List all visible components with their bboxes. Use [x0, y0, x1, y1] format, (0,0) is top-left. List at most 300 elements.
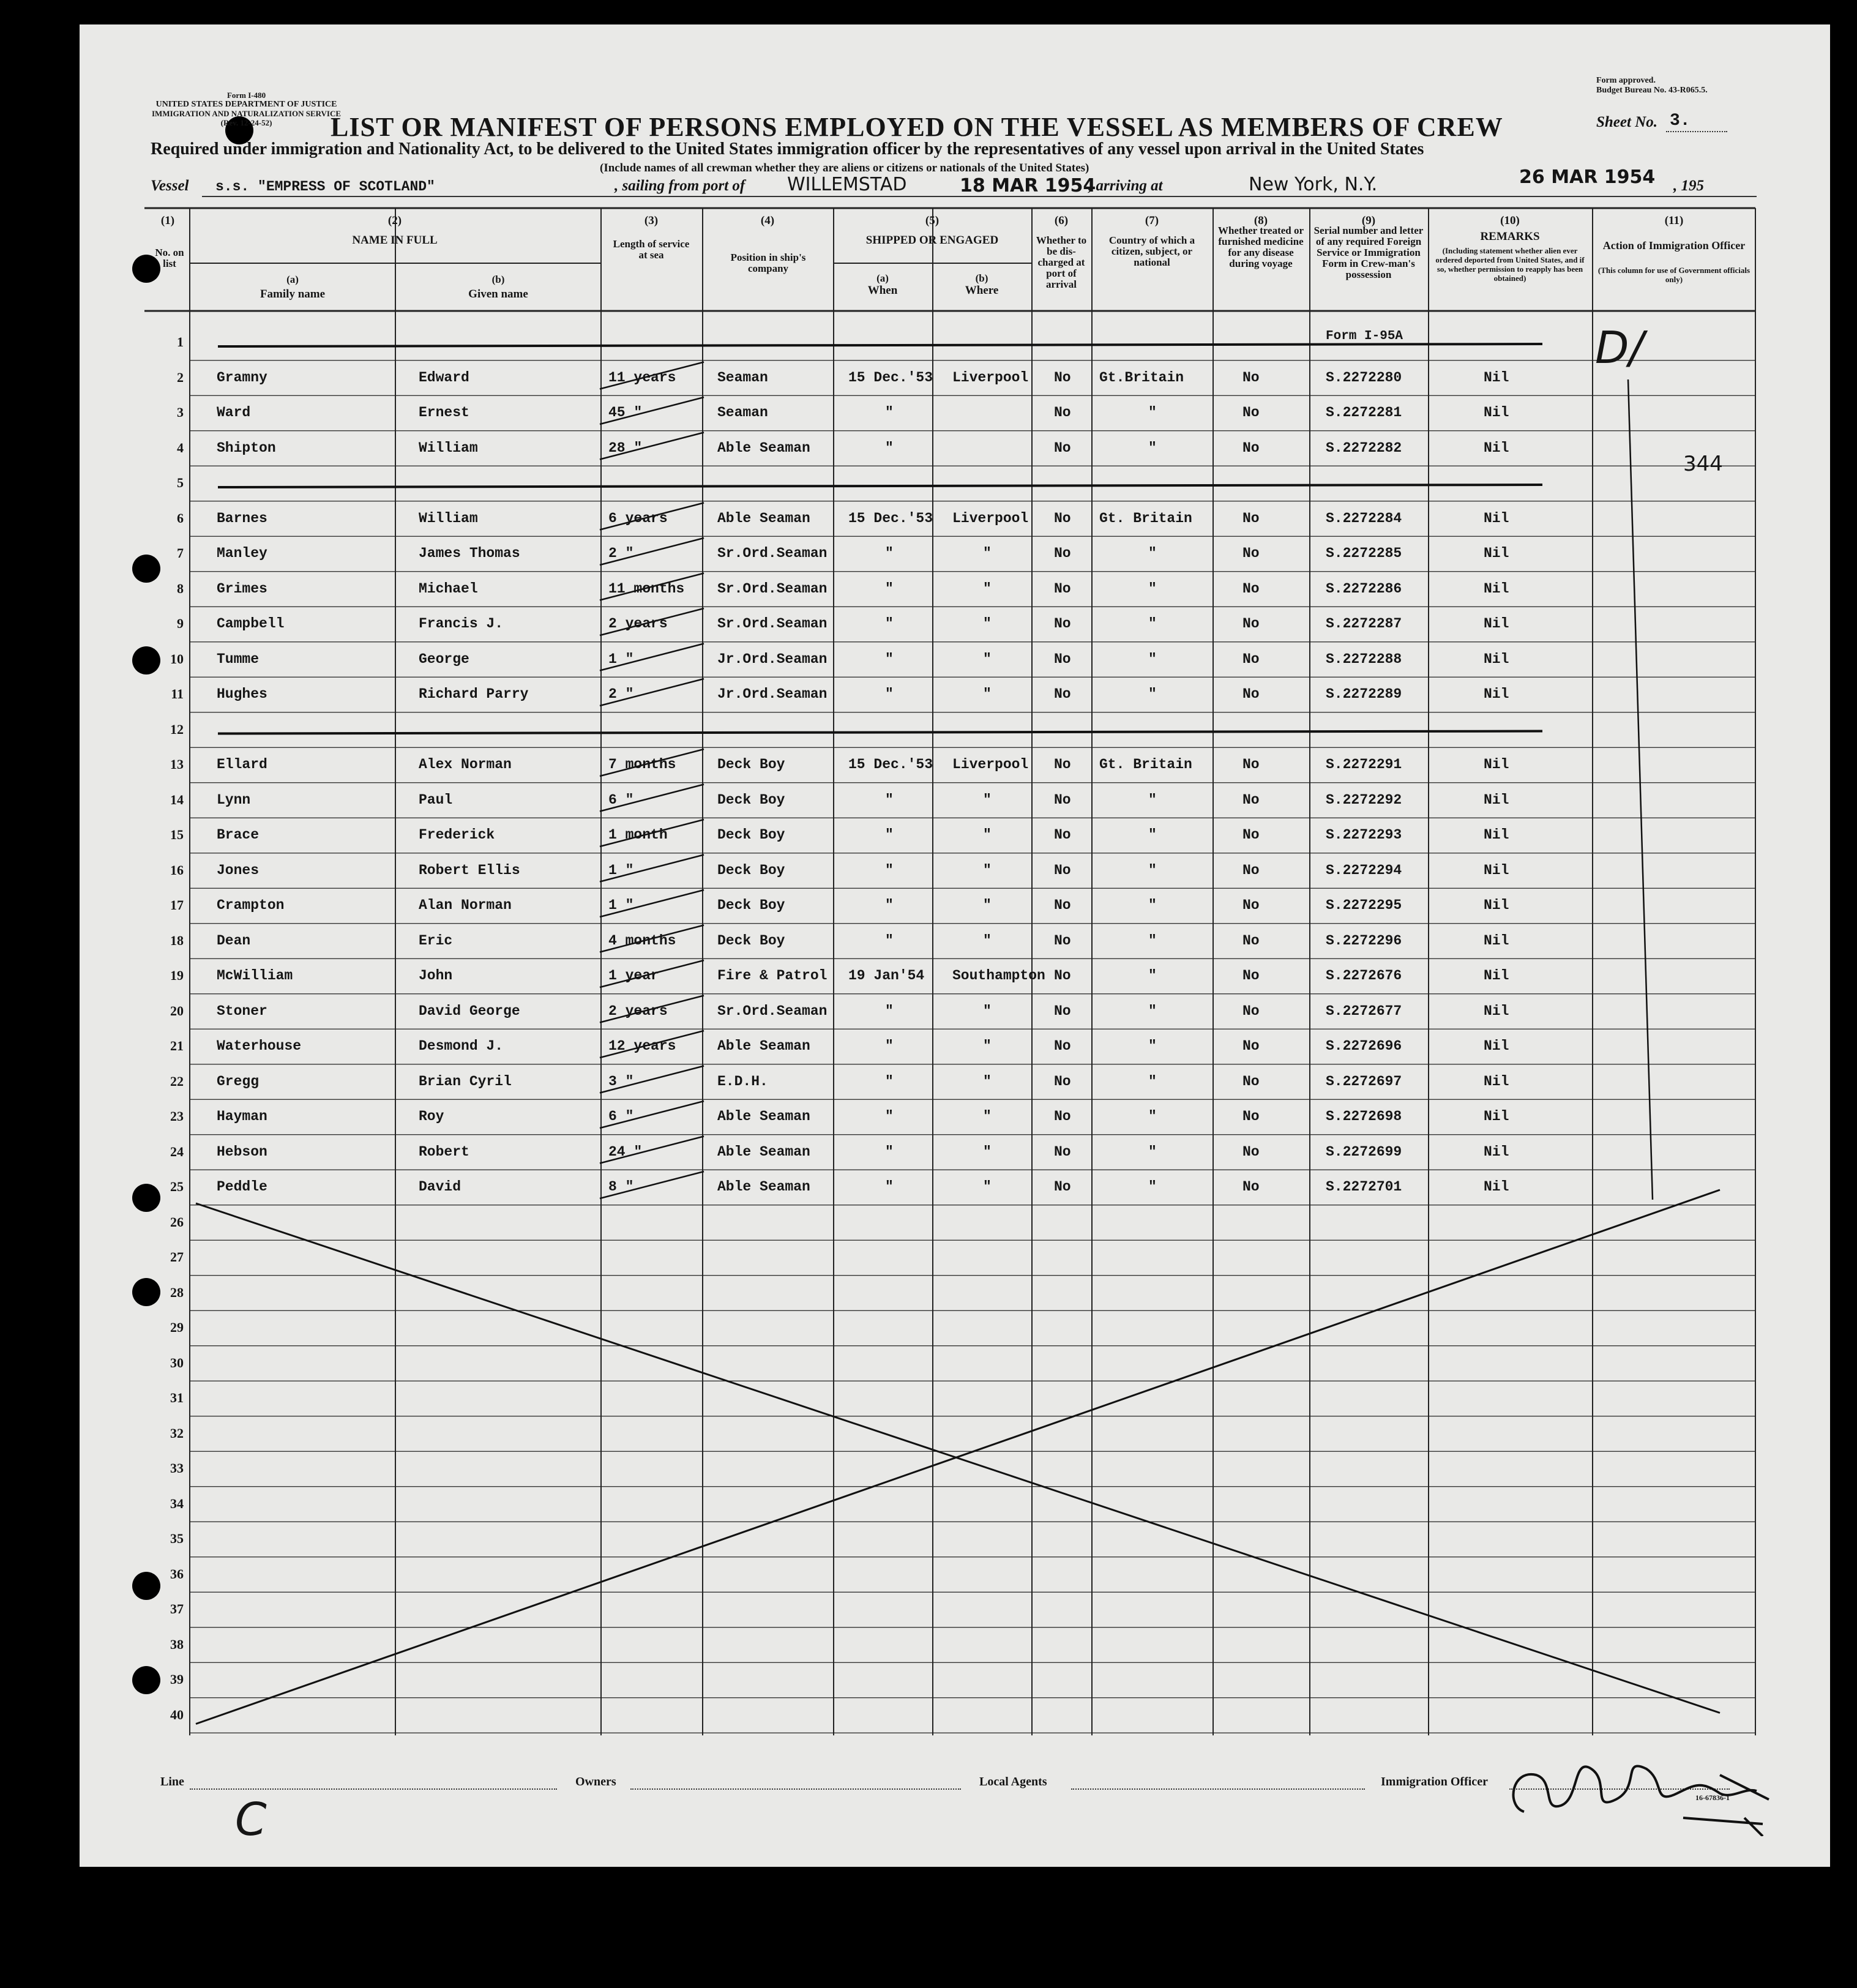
crew-discharged: No [1054, 932, 1071, 949]
sailing-label: , sailing from port of [615, 177, 745, 194]
row-number: 25 [170, 1179, 184, 1194]
crew-when: 19 Jan'54 [848, 968, 925, 984]
crew-serial: S.2272699 [1326, 1143, 1402, 1160]
crew-family: Ellard [217, 757, 267, 772]
crew-service: 6 " [608, 1108, 634, 1124]
crew-serial: S.2272288 [1326, 651, 1402, 667]
row-number: 23 [170, 1108, 184, 1124]
crew-family: Gramny [217, 369, 267, 386]
row-number: 10 [170, 651, 184, 667]
crew-position: Able Seaman [717, 1038, 810, 1054]
crew-medicine: No [1242, 686, 1260, 702]
crew-medicine: No [1242, 651, 1260, 667]
crew-family: Lynn [217, 791, 251, 808]
crew-country: Gt.Britain [1099, 369, 1184, 386]
crew-discharged: No [1054, 651, 1071, 667]
crew-country: " [1148, 1073, 1157, 1089]
crew-serial: S.2272292 [1326, 791, 1402, 808]
crew-when: 15 Dec.'53 [848, 757, 933, 772]
col5a-number: (a) [876, 272, 889, 284]
crew-serial: S.2272289 [1326, 686, 1402, 702]
crew-service: 24 " [608, 1143, 643, 1160]
crew-position: Deck Boy [717, 791, 785, 808]
crew-medicine: No [1242, 1143, 1260, 1160]
col2a-number: (a) [286, 274, 299, 285]
row-number: 6 [177, 510, 184, 526]
crew-family: Grimes [217, 580, 267, 597]
crew-medicine: No [1242, 545, 1260, 561]
col2-number: (2) [387, 214, 402, 227]
crew-where: " [983, 545, 992, 561]
crew-remarks: Nil [1484, 897, 1509, 913]
row-strike-line [218, 344, 1542, 346]
row-number: 15 [170, 827, 184, 842]
row-number: 3 [177, 405, 184, 420]
crew-service: 1 year [608, 968, 659, 984]
crew-given: Francis J. [419, 616, 504, 632]
crew-family: Hebson [217, 1143, 267, 1160]
col11-sublabel: (This column for use of Government officials only) [1597, 266, 1751, 284]
crew-serial: S.2272284 [1326, 510, 1402, 526]
crew-position: Able Seaman [717, 1143, 810, 1160]
line-signature-line [190, 1788, 557, 1790]
legal-requirement: Required under immigration and Nationality Act, to be delivered to the United States immigration officer by the representatives of any vessel upon arrival in the United States [151, 140, 1424, 159]
crew-position: Sr.Ord.Seaman [717, 580, 828, 597]
col9-number: (9) [1361, 214, 1376, 227]
col2-label: NAME IN FULL [352, 234, 438, 247]
crew-serial: S.2272295 [1326, 897, 1402, 913]
crew-remarks: Nil [1484, 651, 1509, 667]
col6-number: (6) [1054, 214, 1069, 227]
row-number: 13 [170, 757, 184, 772]
crew-where: " [983, 1179, 992, 1195]
crew-remarks: Nil [1484, 1073, 1509, 1089]
col2b-number: (b) [491, 274, 505, 285]
agents-signature-line [1071, 1788, 1365, 1790]
arrival-date-stamp: 26 MAR 1954 [1519, 166, 1656, 188]
row-number: 34 [170, 1495, 184, 1511]
crew-serial: S.2272698 [1326, 1108, 1402, 1124]
crew-position: Deck Boy [717, 897, 785, 913]
crew-discharged: No [1054, 545, 1071, 561]
crew-service: 6 " [608, 791, 634, 808]
crew-medicine: No [1242, 1038, 1260, 1054]
crew-country: Gt. Britain [1099, 510, 1192, 526]
crew-serial: S.2272291 [1326, 757, 1402, 772]
crew-remarks: Nil [1484, 510, 1509, 526]
crew-where: Liverpool [952, 510, 1029, 526]
col10-label: REMARKS [1480, 230, 1540, 243]
crew-position: Deck Boy [717, 862, 785, 878]
crew-service: 6 years [608, 510, 668, 526]
crew-given: Frederick [419, 827, 495, 843]
crew-family: Hughes [217, 686, 267, 702]
crew-remarks: Nil [1484, 757, 1509, 772]
col3-label: Length of service at sea [613, 238, 690, 261]
crew-when: " [885, 439, 894, 456]
crew-family: Ward [217, 405, 251, 420]
crew-medicine: No [1242, 510, 1260, 526]
crew-remarks: Nil [1484, 862, 1509, 878]
crew-given: Robert [419, 1143, 469, 1160]
col4-label: Position in ship's company [730, 252, 806, 274]
arrival-port: New York, N.Y. [1249, 174, 1378, 195]
crew-service: 1 " [608, 897, 634, 913]
owners-label: Owners [575, 1775, 616, 1788]
crew-remarks: Nil [1484, 686, 1509, 702]
row-number: 12 [170, 721, 184, 737]
arriving-label: , arriving at [1088, 177, 1163, 194]
col5a-label: When [867, 284, 898, 297]
crew-service: 8 " [608, 1179, 634, 1195]
row-number: 5 [177, 475, 184, 490]
row-number: 16 [170, 862, 184, 878]
crew-medicine: No [1242, 439, 1260, 456]
crew-remarks: Nil [1484, 580, 1509, 597]
crew-discharged: No [1054, 827, 1071, 843]
col2a-label: Family name [260, 288, 326, 301]
crew-service: 4 months [608, 932, 676, 949]
row-number: 31 [170, 1390, 184, 1405]
agents-label: Local Agents [979, 1775, 1047, 1788]
crew-discharged: No [1054, 439, 1071, 456]
row-strike-line [218, 485, 1542, 487]
crew-medicine: No [1242, 580, 1260, 597]
crew-serial: S.2272282 [1326, 439, 1402, 456]
service-name: IMMIGRATION AND NATURALIZATION SERVICE [152, 109, 342, 118]
crew-country: " [1148, 1003, 1157, 1019]
crew-country: " [1148, 580, 1157, 597]
crew-family: Barnes [217, 510, 267, 526]
crew-country: " [1148, 651, 1157, 667]
sheet-label: Sheet No. [1596, 114, 1657, 130]
crew-serial: S.2272285 [1326, 545, 1402, 561]
crew-family: Stoner [217, 1003, 267, 1019]
crew-when: " [885, 405, 894, 420]
crew-where: " [983, 827, 992, 843]
departure-port: WILLEMSTAD [787, 174, 907, 195]
crew-discharged: No [1054, 510, 1071, 526]
row-number: 11 [171, 686, 184, 701]
crew-discharged: No [1054, 1179, 1071, 1195]
row-number: 36 [170, 1566, 184, 1582]
crew-serial: S.2272281 [1326, 405, 1402, 420]
crew-remarks: Nil [1484, 1179, 1509, 1195]
action-bracket-line [1628, 379, 1653, 1200]
crew-remarks: Nil [1484, 545, 1509, 561]
row-number: 14 [170, 791, 184, 807]
crew-when: " [885, 862, 894, 878]
crew-service: 1 month [608, 827, 668, 843]
crew-discharged: No [1054, 1003, 1071, 1019]
crew-remarks: Nil [1484, 439, 1509, 456]
crew-country: Gt. Britain [1099, 757, 1192, 772]
crew-given: Alex Norman [419, 757, 512, 772]
row-number: 32 [170, 1425, 184, 1441]
line-label: Line [160, 1775, 184, 1788]
owners-signature-line [630, 1788, 961, 1790]
row-strike-line [218, 731, 1542, 734]
crew-given: David George [419, 1003, 520, 1019]
row-number: 29 [170, 1320, 184, 1335]
crew-country: " [1148, 686, 1157, 702]
crew-country: " [1148, 545, 1157, 561]
col5-number: (5) [925, 214, 940, 227]
crew-serial: S.2272677 [1326, 1003, 1402, 1019]
crew-where: " [983, 862, 992, 878]
crew-family: Peddle [217, 1179, 267, 1195]
row-number: 21 [170, 1038, 184, 1053]
crew-where: " [983, 616, 992, 632]
crew-family: Waterhouse [217, 1038, 302, 1054]
crew-medicine: No [1242, 897, 1260, 913]
crew-discharged: No [1054, 369, 1071, 386]
col7-label: Country of which a citizen, subject, or national [1108, 234, 1195, 268]
form-i95a-note: Form I-95A [1326, 329, 1403, 343]
crew-given: George [419, 651, 469, 667]
crew-when: " [885, 897, 894, 913]
crew-medicine: No [1242, 369, 1260, 386]
crew-given: Alan Norman [419, 897, 512, 913]
crew-when: " [885, 1003, 894, 1019]
crew-medicine: No [1242, 827, 1260, 843]
crew-given: Desmond J. [419, 1038, 504, 1054]
crew-when: " [885, 1038, 894, 1054]
crew-medicine: No [1242, 616, 1260, 632]
crew-given: William [419, 439, 478, 456]
crew-remarks: Nil [1484, 932, 1509, 949]
row-number: 9 [177, 616, 184, 631]
crew-position: Jr.Ord.Seaman [717, 651, 828, 667]
crew-given: Roy [419, 1108, 444, 1124]
crew-medicine: No [1242, 862, 1260, 878]
crew-remarks: Nil [1484, 1038, 1509, 1054]
crew-country: " [1148, 439, 1157, 456]
col11-number: (11) [1664, 214, 1684, 227]
row-number: 30 [170, 1355, 184, 1370]
department-name: UNITED STATES DEPARTMENT OF JUSTICE [155, 100, 337, 109]
crew-medicine: No [1242, 1179, 1260, 1195]
crew-family: Shipton [217, 439, 276, 456]
crew-medicine: No [1242, 791, 1260, 808]
crew-given: Paul [419, 791, 453, 808]
crew-position: Deck Boy [717, 932, 785, 949]
col11-label: Action of Immigration Officer [1602, 239, 1746, 252]
crew-position: Able Seaman [717, 1179, 810, 1195]
crew-service: 2 " [608, 686, 634, 702]
crew-country: " [1148, 791, 1157, 808]
crew-discharged: No [1054, 862, 1071, 878]
col7-number: (7) [1145, 214, 1159, 227]
crew-where: " [983, 1003, 992, 1019]
crew-when: " [885, 1143, 894, 1160]
crew-where: " [983, 580, 992, 597]
crew-service: 1 " [608, 862, 634, 878]
crew-where: " [983, 1143, 992, 1160]
crew-given: William [419, 510, 478, 526]
crew-when: 15 Dec.'53 [848, 369, 933, 386]
row-number: 7 [177, 545, 184, 561]
vessel-name: s.s. "EMPRESS OF SCOTLAND" [215, 179, 435, 195]
crew-position: Fire & Patrol [717, 968, 828, 984]
crew-serial: S.2272287 [1326, 616, 1402, 632]
crew-given: Brian Cyril [419, 1073, 512, 1089]
row-number: 33 [170, 1460, 184, 1476]
crew-position: Deck Boy [717, 827, 785, 843]
crew-when: " [885, 651, 894, 667]
crew-position: E.D.H. [717, 1073, 768, 1089]
approved-line: Form approved. [1596, 76, 1656, 85]
row-number: 28 [170, 1284, 184, 1300]
crew-position: Seaman [717, 405, 768, 420]
crew-given: Edward [419, 369, 469, 386]
crew-medicine: No [1242, 968, 1260, 984]
crew-discharged: No [1054, 686, 1071, 702]
crew-service: 3 " [608, 1073, 634, 1089]
crew-when: " [885, 545, 894, 561]
crew-country: " [1148, 405, 1157, 420]
col5b-label: Where [965, 284, 999, 297]
col10-number: (10) [1500, 214, 1520, 227]
crew-country: " [1148, 897, 1157, 913]
crew-position: Jr.Ord.Seaman [717, 686, 828, 702]
crew-where: " [983, 1108, 992, 1124]
crew-discharged: No [1054, 791, 1071, 808]
crew-discharged: No [1054, 616, 1071, 632]
col3-number: (3) [644, 214, 659, 227]
crew-family: Campbell [217, 616, 285, 632]
crew-when: " [885, 827, 894, 843]
crew-position: Able Seaman [717, 439, 810, 456]
crew-country: " [1148, 1143, 1157, 1160]
row-number: 27 [170, 1249, 184, 1265]
crew-where: " [983, 1073, 992, 1089]
crew-medicine: No [1242, 1003, 1260, 1019]
col6-label: Whether to be dis-charged at port of arrival [1036, 234, 1087, 290]
crew-when: " [885, 1179, 894, 1195]
crew-position: Seaman [717, 369, 768, 386]
crew-serial: S.2272676 [1326, 968, 1402, 984]
crew-discharged: No [1054, 1073, 1071, 1089]
crew-when: " [885, 686, 894, 702]
crew-when: " [885, 791, 894, 808]
crew-country: " [1148, 862, 1157, 878]
action-officer-mark: D/ [1595, 322, 1644, 373]
crew-when: 15 Dec.'53 [848, 510, 933, 526]
crew-where: " [983, 651, 992, 667]
crew-discharged: No [1054, 1143, 1071, 1160]
row-number: 38 [170, 1636, 184, 1652]
crew-family: Manley [217, 545, 267, 561]
col8-number: (8) [1254, 214, 1268, 227]
crew-service: 2 years [608, 616, 668, 632]
crew-service: 12 years [608, 1038, 676, 1054]
crew-country: " [1148, 968, 1157, 984]
crew-medicine: No [1242, 932, 1260, 949]
crew-given: Richard Parry [419, 686, 529, 702]
crew-remarks: Nil [1484, 369, 1509, 386]
crew-given: Robert Ellis [419, 862, 520, 878]
crew-discharged: No [1054, 897, 1071, 913]
immigration-officer-label: Immigration Officer [1381, 1775, 1488, 1788]
crew-where: " [983, 791, 992, 808]
year-suffix: , 195 [1673, 177, 1704, 194]
crew-country: " [1148, 932, 1157, 949]
crew-service: 11 years [608, 369, 676, 386]
crew-family: Brace [217, 827, 260, 843]
row-number: 17 [170, 897, 184, 913]
crew-remarks: Nil [1484, 616, 1509, 632]
crew-medicine: No [1242, 1073, 1260, 1089]
officer-signature [1500, 1732, 1781, 1836]
crew-family: Hayman [217, 1108, 267, 1124]
crew-when: " [885, 1073, 894, 1089]
sheet-number: 3. [1670, 111, 1691, 130]
crew-remarks: Nil [1484, 968, 1509, 984]
crew-serial: S.2272294 [1326, 862, 1402, 878]
crew-medicine: No [1242, 757, 1260, 772]
sailing-date-stamp: 18 MAR 1954 [960, 175, 1096, 196]
crew-when: " [885, 932, 894, 949]
row-number: 8 [177, 580, 184, 596]
crew-where: Liverpool [952, 369, 1029, 386]
crew-serial: S.2272696 [1326, 1038, 1402, 1054]
vessel-label: Vessel [151, 177, 189, 194]
crew-service: 2 years [608, 1003, 668, 1019]
crew-family: Crampton [217, 897, 285, 913]
col10-sublabel: (Including statement whether alien ever ordered deported from United States, and if so, whether permission to reapply has been obtained) [1435, 246, 1585, 283]
row-number: 2 [177, 369, 184, 385]
crew-given: James Thomas [419, 545, 520, 561]
inclusion-note: (Include names of all crewman whether they are aliens or citizens or nationals of the United States) [600, 162, 1089, 174]
crew-service: 28 " [608, 439, 643, 456]
row-number: 24 [170, 1143, 184, 1159]
crew-country: " [1148, 827, 1157, 843]
row-number: 19 [170, 968, 184, 983]
crew-when: " [885, 1108, 894, 1124]
crew-service: 7 months [608, 757, 676, 772]
crew-remarks: Nil [1484, 1108, 1509, 1124]
crew-position: Deck Boy [717, 757, 785, 772]
crew-service: 2 " [608, 545, 634, 561]
col4-number: (4) [760, 214, 775, 227]
col5-label: SHIPPED OR ENGAGED [865, 234, 999, 247]
crew-where: Southampton [952, 968, 1045, 984]
budget-bureau-line: Budget Bureau No. 43-R065.5. [1596, 86, 1708, 95]
crew-remarks: Nil [1484, 1003, 1509, 1019]
col8-label: Whether treated or furnished medicine for any disease during voyage [1217, 225, 1304, 269]
crew-given: Eric [419, 932, 453, 949]
crew-remarks: Nil [1484, 827, 1509, 843]
row-number: 4 [177, 439, 184, 455]
crew-discharged: No [1054, 1038, 1071, 1054]
row-number: 40 [170, 1706, 184, 1722]
crew-country: " [1148, 1038, 1157, 1054]
cancel-cross-line [196, 1190, 1720, 1724]
row-number: 39 [170, 1672, 184, 1687]
row-number: 20 [170, 1003, 184, 1018]
col1-label: No. on list [155, 247, 184, 269]
col2b-label: Given name [468, 288, 528, 301]
crew-discharged: No [1054, 580, 1071, 597]
crew-service: 45 " [608, 405, 643, 420]
crew-family: Dean [217, 932, 251, 949]
crew-where: " [983, 686, 992, 702]
document-title: LIST OR MANIFEST OF PERSONS EMPLOYED ON THE VESSEL AS MEMBERS OF CREW [331, 112, 1503, 142]
crew-family: Gregg [217, 1073, 260, 1089]
crew-position: Sr.Ord.Seaman [717, 1003, 828, 1019]
form-code: 16-67836-1 [1695, 1793, 1730, 1802]
